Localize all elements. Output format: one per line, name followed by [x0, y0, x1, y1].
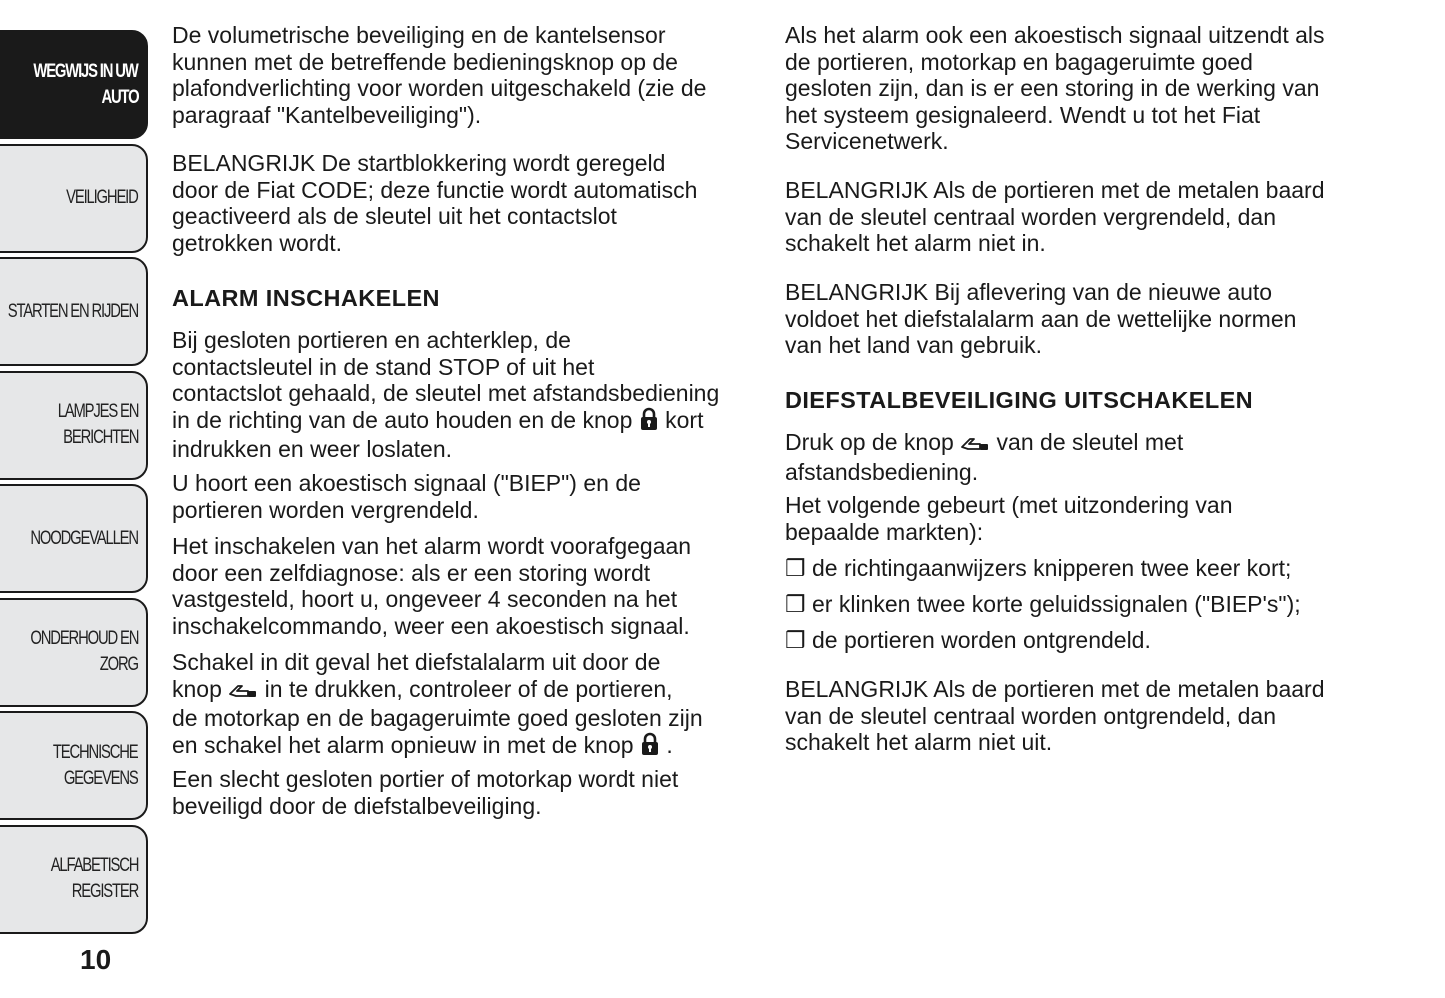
text-segment: Druk op de knop: [785, 429, 961, 455]
text-line: BELANGRIJK Bij aflevering van de nieuwe auto: [785, 279, 1273, 305]
text-line: inschakelcommando, weer een akoestisch signaal.: [172, 612, 690, 639]
text-line: De volumetrische beveiliging en de kantelsensor: [172, 22, 666, 48]
text-line: schakelt het alarm niet in.: [785, 230, 1046, 256]
paragraph: [172, 766, 678, 819]
text-line: [785, 429, 1183, 459]
paragraph: [172, 649, 703, 761]
text-segment: van de sleutel met: [990, 429, 1184, 455]
tab-label: STARTEN EN RIJDEN: [7, 300, 138, 322]
paragraph: [785, 279, 1296, 359]
tab-label: REGISTER: [71, 881, 138, 902]
text-line: [172, 407, 719, 437]
text-segment: kort: [658, 406, 704, 433]
text-line: bepaalde markten):: [785, 518, 984, 545]
text-segment: in de richting van de auto houden en de knop: [172, 406, 639, 433]
text-segment: knop: [172, 675, 229, 702]
text-line: door de Fiat CODE; deze functie wordt automatisch: [172, 176, 698, 203]
paragraph: [785, 429, 1183, 485]
text-line: geactiveerd als de sleutel uit het contactslot: [172, 203, 617, 229]
text-line: [172, 676, 703, 706]
text-line: ❒ er klinken twee korte geluidssignalen ("BIEP's");: [785, 591, 1301, 617]
tab-lampjes-en-berichten[interactable]: [0, 371, 148, 480]
paragraph: [172, 327, 719, 463]
tab-label: ZORG: [99, 654, 138, 675]
tab-label: BERICHTEN: [62, 427, 138, 448]
tab-noodgevallen[interactable]: [0, 484, 148, 593]
tab-wegwijs-in-uw-auto[interactable]: [0, 30, 148, 139]
tab-label: TECHNISCHE: [53, 741, 138, 763]
text-line: gesloten zijn, dan is er een storing in de werking van: [785, 75, 1320, 101]
tab-label: GEGEVENS: [64, 767, 138, 789]
key-unlock-icon: [960, 432, 990, 459]
text-line: getrokken wordt.: [172, 229, 343, 256]
tab-label: ONDERHOUD EN: [30, 628, 138, 649]
tab-label: NOODGEVALLEN: [30, 527, 138, 549]
text-line: beveiligd door de diefstalbeveiliging.: [172, 792, 542, 819]
text-segment: .: [659, 731, 673, 758]
paragraph: [172, 22, 706, 128]
text-line: Servicenetwerk.: [785, 128, 949, 154]
text-line: paragraaf "Kantelbeveiliging").: [172, 101, 482, 128]
paragraph: [785, 177, 1325, 257]
text-line: de portieren, motorkap en bagageruimte goed: [785, 48, 1253, 75]
text-segment: in te drukken, controleer of de portieren,: [258, 675, 673, 702]
text-line: U hoort een akoestisch signaal ("BIEP") en de: [172, 470, 641, 496]
lock-icon: [639, 407, 659, 437]
lock-icon: [640, 732, 660, 762]
text-line: [172, 732, 703, 762]
text-line: portieren worden vergrendeld.: [172, 496, 479, 523]
tab-technische-gegevens[interactable]: [0, 711, 148, 820]
tab-label: VEILIGHEID: [66, 187, 138, 208]
text-line: contactsleutel in de stand STOP of uit het: [172, 353, 595, 380]
page-number: 10: [80, 944, 112, 975]
text-segment: en schakel het alarm opnieuw in met de knop: [172, 731, 640, 758]
text-line: Als het alarm ook een akoestisch signaal uitzendt als: [785, 22, 1325, 48]
paragraph: [785, 22, 1325, 155]
text-line: van de sleutel centraal worden vergrendeld, dan: [785, 203, 1276, 230]
text-line: de motorkap en de bagageruimte goed gesloten zijn: [172, 705, 703, 731]
paragraph: [785, 555, 1291, 582]
text-line: Schakel in dit geval het diefstalalarm uit door de: [172, 649, 661, 675]
tab-alfabetisch-register[interactable]: [0, 825, 148, 934]
text-line: van de sleutel centraal worden ontgrendeld, dan: [785, 702, 1277, 729]
paragraph: [172, 470, 641, 523]
key-unlock-icon: [228, 679, 258, 706]
text-line: Een slecht gesloten portier of motorkap wordt niet: [172, 766, 679, 792]
text-line: indrukken en weer loslaten.: [172, 436, 452, 462]
text-line: schakelt het alarm niet uit.: [785, 729, 1053, 755]
text-line: ❒ de portieren worden ontgrendeld.: [785, 627, 1151, 653]
paragraph: [785, 492, 1233, 545]
section-heading: [172, 285, 440, 312]
tab-veiligheid[interactable]: [0, 144, 148, 253]
text-line: vastgesteld, hoort u, ongeveer 4 seconden na het: [172, 586, 678, 612]
text-line: ❒ de richtingaanwijzers knipperen twee keer kort;: [785, 555, 1292, 581]
text-line: DIEFSTALBEVEILIGING UITSCHAKELEN: [785, 387, 1254, 413]
text-line: Het inschakelen van het alarm wordt voorafgegaan: [172, 533, 692, 559]
paragraph: [785, 676, 1325, 756]
text-line: contactslot gehaald, de sleutel met afstandsbediening: [172, 380, 720, 406]
text-line: ALARM INSCHAKELEN: [172, 285, 440, 311]
text-line: BELANGRIJK Als de portieren met de metalen baard: [785, 177, 1325, 203]
text-line: afstandsbediening.: [785, 458, 979, 485]
tab-label: LAMPJES EN: [57, 401, 138, 422]
text-line: van het land van gebruik.: [785, 332, 1043, 358]
tab-onderhoud-en-zorg[interactable]: [0, 598, 148, 707]
section-heading: [785, 387, 1253, 414]
paragraph: [172, 150, 697, 256]
text-line: BELANGRIJK De startblokkering wordt geregeld: [172, 150, 666, 176]
text-line: kunnen met de betreffende bedieningsknop op de: [172, 48, 678, 75]
text-line: Het volgende gebeurt (met uitzondering van: [785, 492, 1233, 518]
paragraph: [785, 591, 1301, 618]
tab-label: AUTO: [100, 86, 138, 108]
paragraph: [172, 533, 691, 639]
text-line: voldoet het diefstalalarm aan de wettelijke normen: [785, 305, 1297, 332]
text-line: door een zelfdiagnose: als er een storing wordt: [172, 559, 651, 586]
tab-label: WEGWIJS IN UW: [33, 60, 138, 82]
text-line: BELANGRIJK Als de portieren met de metalen baard: [785, 676, 1325, 702]
text-line: het systeem gesignaleerd. Wendt u tot het Fiat: [785, 101, 1261, 128]
tab-starten-en-rijden[interactable]: [0, 257, 148, 366]
paragraph: [785, 627, 1151, 654]
tab-label: ALFABETISCH: [50, 855, 138, 876]
text-line: plafondverlichting voor worden uitgeschakeld (zie de: [172, 75, 707, 101]
text-line: Bij gesloten portieren en achterklep, de: [172, 327, 571, 353]
